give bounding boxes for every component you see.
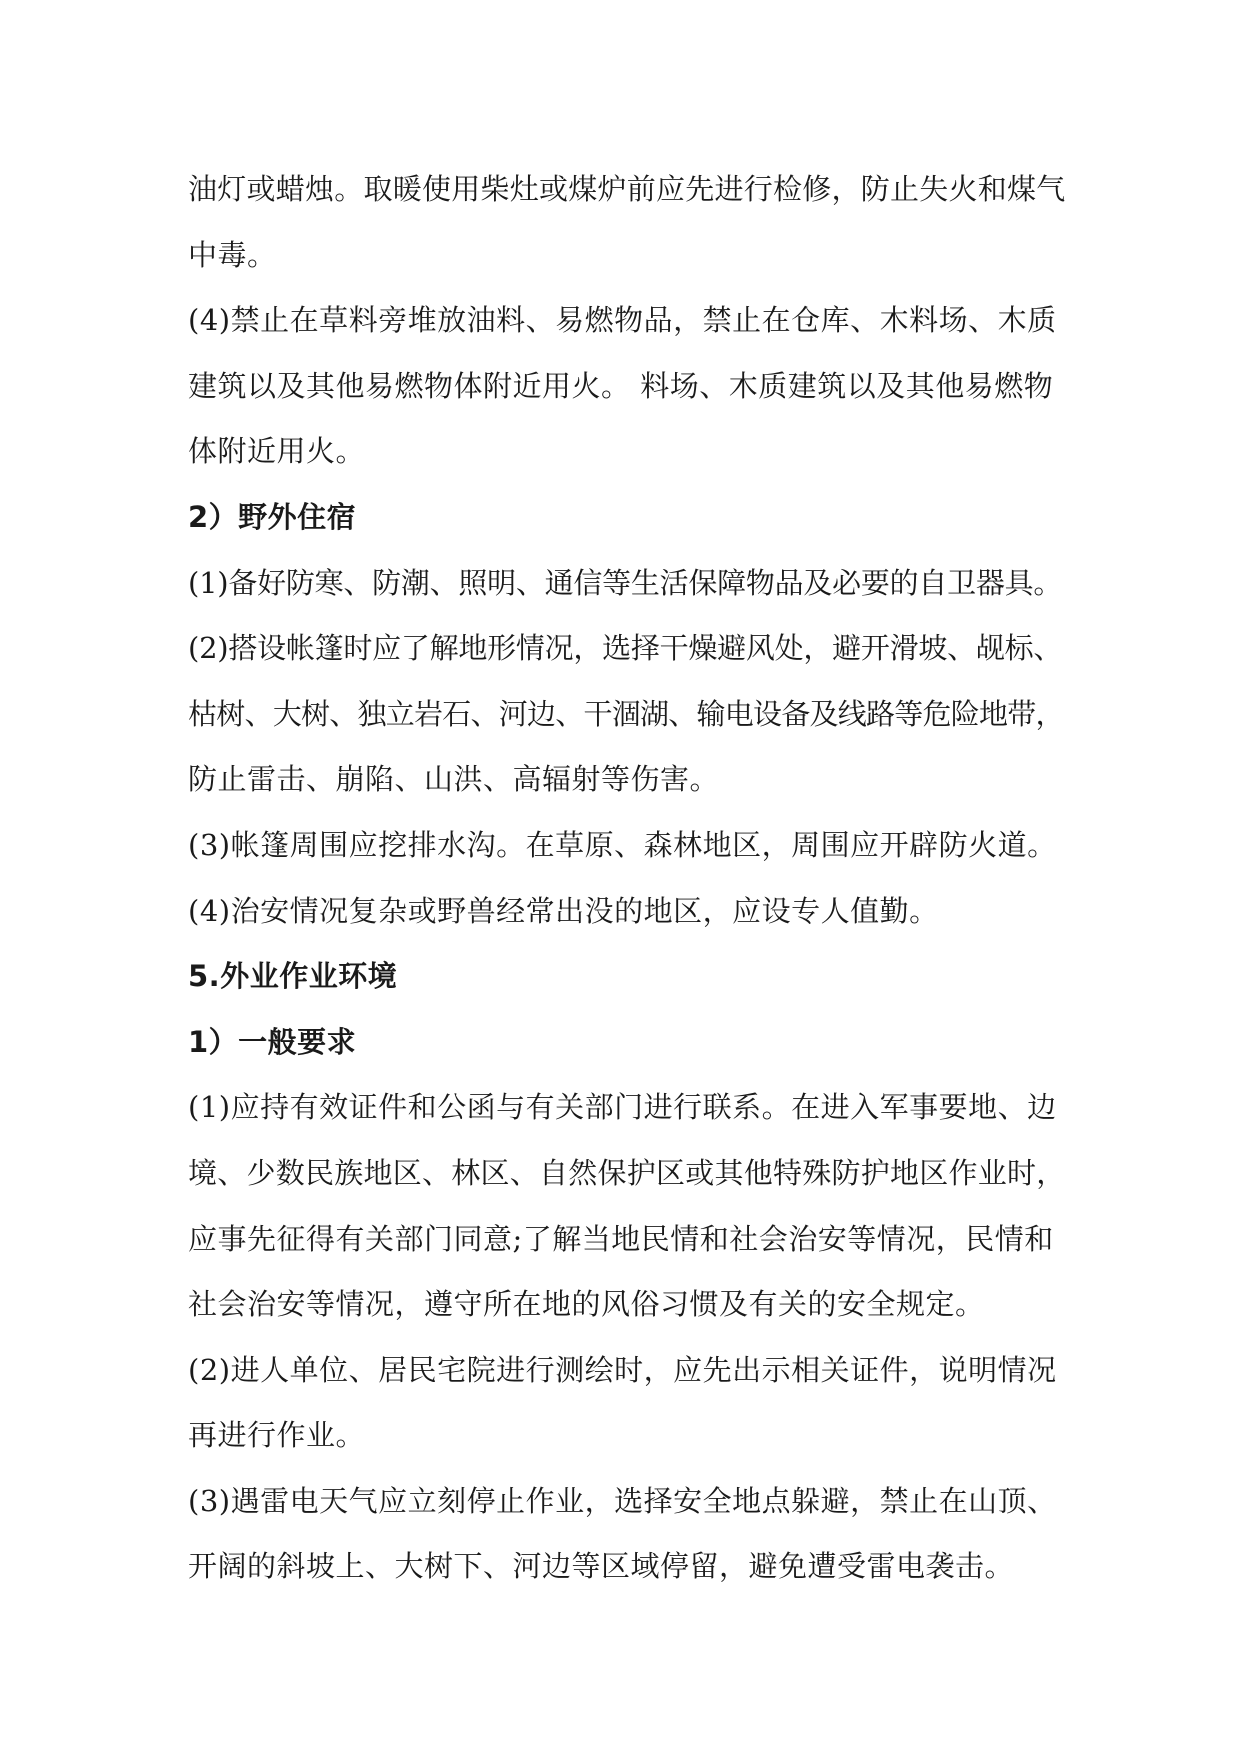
text-line: 油灯或蜡烛。取暖使用柴灶或煤炉前应先进行检修，防止失火和煤气 (188, 172, 1066, 206)
text-line: 境、少数民族地区、林区、自然保护区或其他特殊防护地区作业时， (188, 1155, 1066, 1190)
section-heading: 2）野外住宿 (188, 499, 357, 534)
section-heading: 1）一般要求 (188, 1024, 357, 1059)
text-line: 社会治安等情况，遵守所在地的风俗习惯及有关的安全规定。 (188, 1287, 985, 1322)
text-line: (2)进人单位、居民宅院进行测绘时，应先出示相关证件，说明情况 (188, 1352, 1057, 1387)
text-line: (1)应持有效证件和公函与有关部门进行联系。在进入军事要地、边 (188, 1090, 1057, 1125)
section-heading: 5.外业作业环境 (188, 959, 398, 994)
text-line: 枯树、大树、独立岩石、河边、干涸湖、输电设备及线路等危险地带， (188, 696, 1064, 731)
text-line: (4)禁止在草料旁堆放油料、易燃物品，禁止在仓库、木料场、木质 (188, 303, 1057, 338)
text-line: (3)遇雷电天气应立刻停止作业，选择安全地点躲避，禁止在山顶、 (188, 1483, 1057, 1518)
document-body (188, 157, 1068, 1600)
text-line: (3)帐篷周围应挖排水沟。在草原、森林地区，周围应开辟防火道。 (188, 827, 1057, 862)
text-line: (1)备好防寒、防潮、照明、通信等生活保障物品及必要的自卫器具。 (188, 565, 1063, 600)
text-line: (2)搭设帐篷时应了解地形情况，选择干燥避风处，避开滑坡、觇标、 (188, 631, 1063, 666)
text-line: 建筑以及其他易燃物体附近用火。 料场、木质建筑以及其他易燃物 (188, 368, 1054, 403)
text-line: 体附近用火。 (188, 434, 366, 469)
text-line: (4)治安情况复杂或野兽经常出没的地区，应设专人值勤。 (188, 893, 939, 928)
text-line: 防止雷击、崩陷、山洪、高辐射等伤害。 (188, 762, 720, 797)
text-line: 中毒。 (188, 237, 277, 272)
text-line: 开阔的斜坡上、大树下、河边等区域停留，避免遭受雷电袭击。 (188, 1549, 1015, 1584)
text-line: 应事先征得有关部门同意;了解当地民情和社会治安等情况，民情和 (188, 1221, 1054, 1256)
text-line: 再进行作业。 (188, 1418, 366, 1453)
